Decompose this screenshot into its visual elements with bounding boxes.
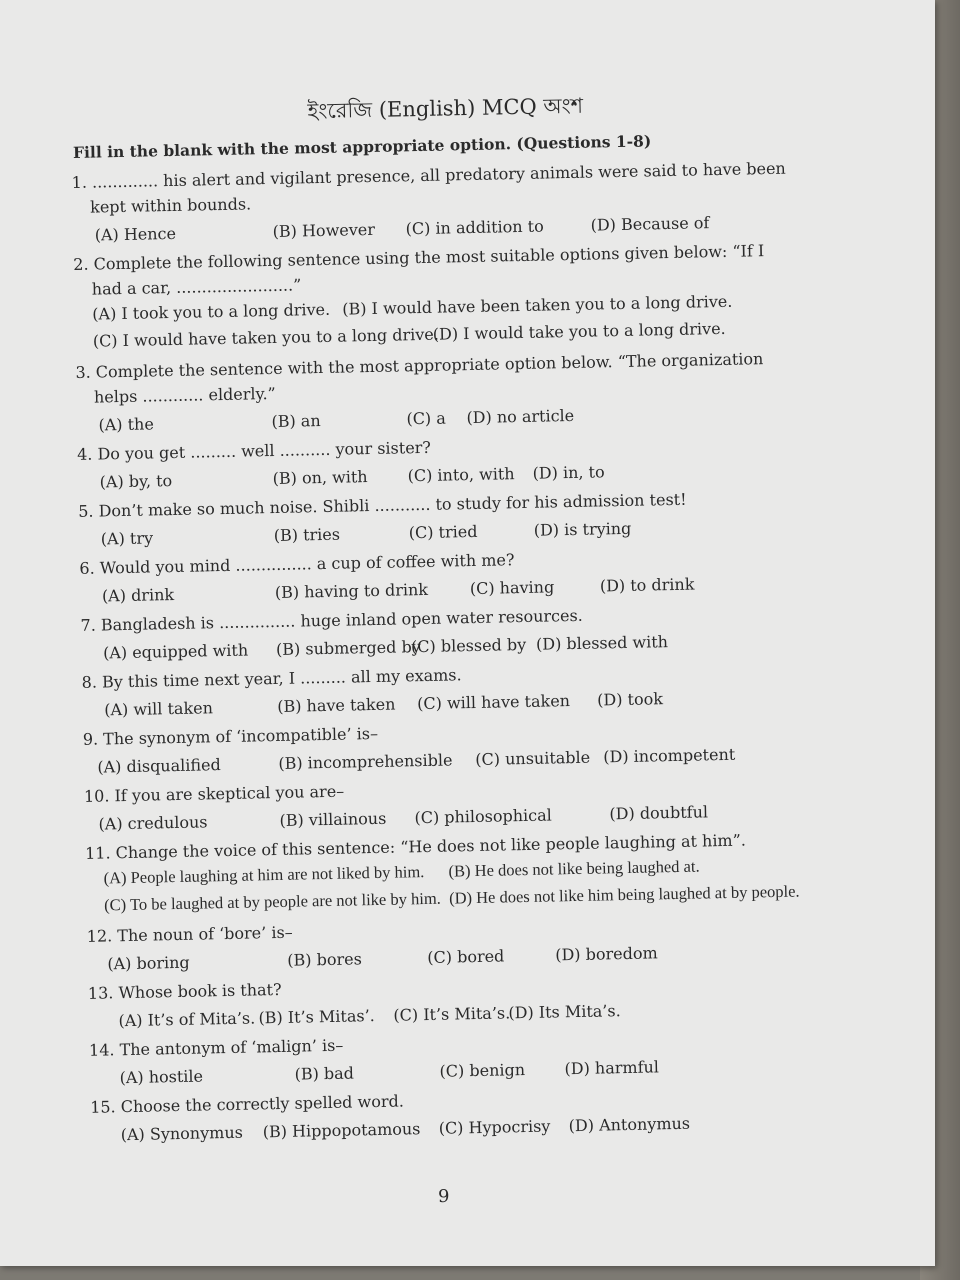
instruction-text: Fill in the blank with the most appropriate option. (Questions 1-8) — [72, 131, 652, 162]
option-c: (C) in addition to — [405, 216, 544, 239]
option-c: (C) tried — [408, 521, 478, 543]
option-b: (B) villainous — [279, 808, 387, 830]
question-stem: 4. Do you get ......... well .......... your sister? — [76, 437, 432, 464]
option-b: (B) It’s Mitas’. — [258, 1006, 375, 1028]
question-10 — [84, 769, 805, 836]
question-2 — [73, 238, 795, 356]
option-c: (C) a — [406, 408, 447, 429]
question-stem: 7. Bangladesh is ............... huge inland open water resources. — [80, 605, 583, 635]
option-c: (C) Hypocrisy — [438, 1116, 551, 1138]
option-c: (C) philosophical — [414, 805, 552, 828]
option-d: (D) took — [596, 689, 664, 710]
option-a: (A) Hence — [94, 223, 177, 245]
option-b: (B) submerged by — [275, 637, 421, 659]
option-b: (B) tries — [273, 524, 341, 545]
question-stem: 9. The synonym of ‘incompatible’ is– — [82, 723, 379, 749]
question-13 — [88, 966, 809, 1033]
question-1 — [71, 156, 792, 248]
question-stem: 6. Would you mind ............... a cup of coffee with me? — [79, 550, 515, 578]
option-b: (B) having to drink — [274, 579, 429, 602]
question-stem: 11. Change the voice of this sentence: “He does not like people laughing at him”. — [84, 830, 747, 863]
question-12 — [87, 909, 808, 976]
option-d: (D) no article — [466, 405, 575, 428]
option-c: (C) unsuitable — [475, 747, 591, 769]
option-b: (B) However — [272, 219, 376, 241]
question-5 — [78, 484, 799, 551]
option-b: (B) bad — [294, 1063, 355, 1084]
question-stem: 3. Complete the sentence with the most appropriate option below. “The organization helps ............ elderly.” — [75, 349, 764, 407]
question-9 — [83, 712, 804, 779]
option-d: (D) I would take you to a long drive. — [432, 318, 726, 344]
option-d: (D) Antonymus — [568, 1113, 691, 1136]
option-a: (A) by, to — [99, 471, 173, 492]
page-number: 9 — [438, 1186, 450, 1207]
option-c: (C) bored — [427, 946, 505, 968]
option-a: (A) boring — [107, 952, 190, 974]
option-a: (A) disqualified — [97, 755, 221, 777]
question-stem: 10. If you are skeptical you are– — [83, 781, 345, 806]
option-c: (C) having — [469, 577, 555, 599]
option-d: (D) harmful — [564, 1057, 660, 1079]
question-4 — [77, 427, 798, 494]
question-14 — [89, 1023, 810, 1090]
option-c: (C) blessed by — [410, 634, 527, 657]
option-d: (D) Because of — [590, 213, 710, 235]
question-stem: 13. Whose book is that? — [87, 979, 282, 1003]
question-3 — [75, 345, 796, 437]
option-b: (B) on, with — [272, 467, 368, 489]
question-sheet — [70, 86, 811, 1152]
option-a: (A) Synonymus — [120, 1122, 244, 1145]
option-a: (A) the — [98, 414, 155, 435]
question-8 — [81, 655, 802, 722]
option-a: (A) drink — [101, 585, 175, 606]
option-c: (C) I would have taken you to a long drive. — [92, 324, 440, 351]
option-b: (B) incomprehensible — [278, 750, 453, 773]
option-a: (A) I took you to a long drive. — [92, 299, 331, 324]
option-a: (A) People laughing at him are not liked by him. — [103, 862, 425, 888]
option-a: (A) try — [100, 528, 154, 549]
option-d: (D) blessed with — [535, 632, 669, 654]
option-d: (D) He does not like him being laughed at by people. — [448, 881, 800, 908]
question-7 — [80, 598, 801, 665]
option-c: (C) benign — [439, 1060, 526, 1081]
option-a: (A) credulous — [98, 812, 208, 834]
option-d: (D) doubtful — [609, 802, 709, 824]
option-d: (D) incompetent — [603, 744, 736, 767]
page-title: ইংরেজি (English) MCQ অংশ — [307, 93, 584, 124]
question-stem: 15. Choose the correctly spelled word. — [90, 1091, 405, 1117]
question-stem: 2. Complete the following sentence using the most suitable options given below: “If I had a car, .......................” — [73, 241, 765, 299]
option-b: (B) Hippopotamous — [262, 1119, 421, 1142]
question-6 — [79, 541, 800, 608]
question-15 — [90, 1080, 811, 1147]
option-d: (D) Its Mita’s. — [508, 1001, 621, 1023]
option-d: (D) boredom — [555, 943, 658, 965]
question-stem: 1. ............. his alert and vigilant presence, all predatory animals were said to have been kept within bounds. — [71, 158, 786, 217]
option-d: (D) is trying — [533, 518, 632, 540]
option-a: (A) It’s of Mita’s. — [118, 1008, 256, 1031]
option-c: (C) into, with — [407, 464, 515, 486]
option-c: (C) It’s Mita’s. — [393, 1003, 511, 1025]
question-stem: 8. By this time next year, I ......... all my exams. — [81, 665, 462, 692]
option-b: (B) He does not like being laughed at. — [448, 856, 700, 881]
option-a: (A) hostile — [119, 1066, 204, 1088]
question-stem: 14. The antonym of ‘malign’ is– — [88, 1035, 344, 1060]
option-b: (B) bores — [287, 949, 363, 970]
question-11 — [85, 826, 806, 919]
option-c: (C) will have taken — [416, 691, 571, 714]
option-b: (B) I would have been taken you to a long drive. — [342, 291, 733, 319]
option-d: (D) to drink — [599, 574, 695, 596]
question-stem: 5. Don’t make so much noise. Shibli ........... to study for his admission test! — [78, 489, 687, 521]
option-a: (A) will taken — [104, 698, 214, 720]
option-d: (D) in, to — [532, 462, 605, 483]
option-b: (B) have taken — [277, 694, 396, 716]
option-b: (B) an — [271, 411, 321, 432]
question-stem: 12. The noun of ‘bore’ is– — [86, 922, 293, 946]
option-c: (C) To be laughed at by people are not like by him. — [103, 888, 441, 915]
option-a: (A) equipped with — [102, 640, 249, 663]
